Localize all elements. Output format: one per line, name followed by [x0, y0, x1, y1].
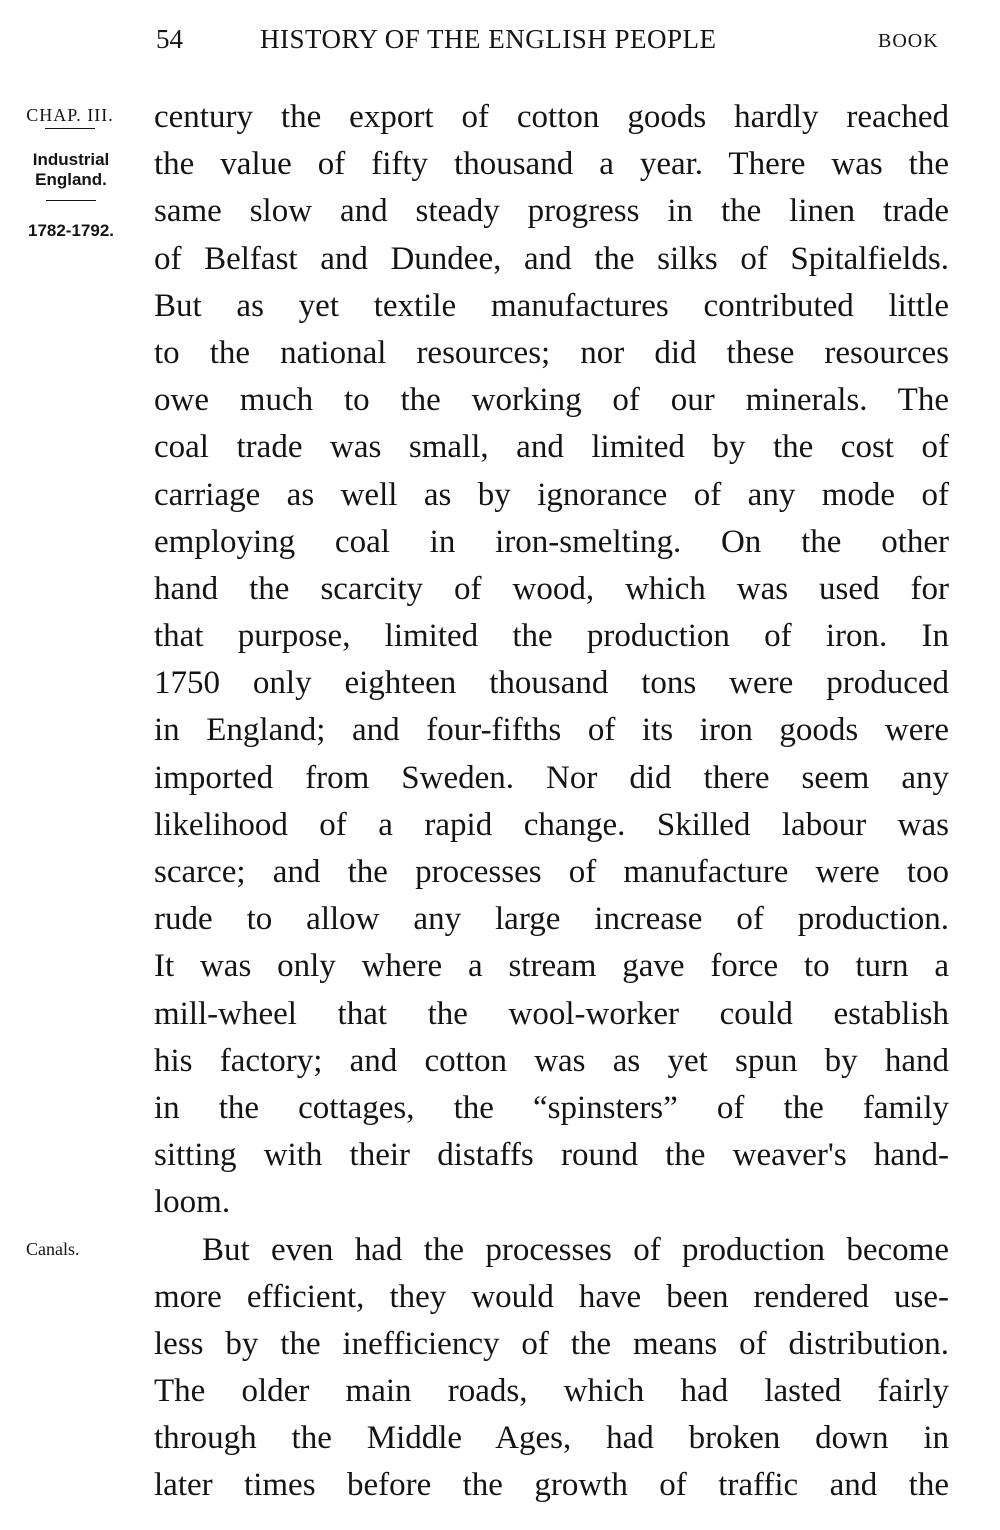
text-line: scarce; and the processes of manufacture were too — [154, 854, 949, 890]
text-line: mill-wheel that the wool-worker could establish — [154, 995, 949, 1032]
running-header — [0, 24, 1000, 64]
sidenote-canals: Canals. — [26, 1239, 80, 1259]
sidenote-topic — [10, 150, 132, 201]
book-label: BOOK — [878, 30, 939, 52]
text-line: imported from Sweden. Nor did there seem any — [154, 759, 949, 796]
text-line: But as yet textile manufactures contributed little — [154, 287, 949, 324]
text-line: his factory; and cotton was as yet spun by hand — [154, 1042, 949, 1079]
text-line: employing coal in iron-smelting. On the other — [154, 523, 949, 560]
text-line: carriage as well as by ignorance of any mode of — [154, 476, 949, 513]
text-line: century the export of cotton goods hardly reached — [154, 99, 949, 135]
chapter-label: CHAP. III. — [26, 105, 114, 125]
text-line: to the national resources; nor did these resources — [154, 334, 949, 371]
text-line: likelihood of a rapid change. Skilled labour was — [154, 806, 949, 843]
text-line: less by the inefficiency of the means of distribution. — [154, 1325, 949, 1362]
text-line: more efficient, they would have been rendered use- — [154, 1278, 949, 1315]
running-title: HISTORY OF THE ENGLISH PEOPLE — [260, 24, 717, 54]
text-line: loom. — [154, 1184, 231, 1221]
text-line: But even had the processes of production become — [202, 1231, 949, 1268]
text-line: rude to allow any large increase of production. — [154, 901, 949, 938]
text-line: through the Middle Ages, had broken down in — [154, 1420, 949, 1457]
sidenote-years: 1782-1792. — [27, 221, 115, 240]
text-line: later times before the growth of traffic and the — [154, 1467, 949, 1504]
chapter-rule — [45, 128, 95, 129]
text-line: The older main roads, which had lasted fairly — [154, 1373, 949, 1410]
paragraph-2 — [154, 1227, 949, 1510]
topic-line-1: Industrial — [32, 150, 110, 169]
text-line: in England; and four-fifths of its iron goods were — [154, 712, 949, 749]
text-line: 1750 only eighteen thousand tons were produced — [154, 665, 949, 702]
text-line: in the cottages, the “spinsters” of the family — [154, 1089, 949, 1126]
text-line: same slow and steady progress in the linen trade — [154, 193, 949, 230]
text-line: sitting with their distaffs round the weaver's hand- — [154, 1137, 949, 1174]
text-line: hand the scarcity of wood, which was used for — [154, 570, 949, 607]
body-text — [154, 94, 949, 1510]
topic-rule — [46, 200, 96, 201]
text-line: owe much to the working of our minerals. The — [154, 382, 949, 419]
sidenote-chapter — [14, 106, 126, 129]
paragraph-1 — [154, 94, 949, 1227]
text-line: that purpose, limited the production of iron. In — [154, 618, 949, 655]
text-line: coal trade was small, and limited by the cost of — [154, 429, 949, 466]
text-line: the value of fifty thousand a year. There was the — [154, 146, 949, 183]
topic-line-2: England. — [35, 170, 107, 189]
page-number: 54 — [156, 24, 183, 54]
text-line: It was only where a stream gave force to turn a — [154, 948, 949, 985]
text-line: of Belfast and Dundee, and the silks of Spitalfields. — [154, 240, 949, 277]
